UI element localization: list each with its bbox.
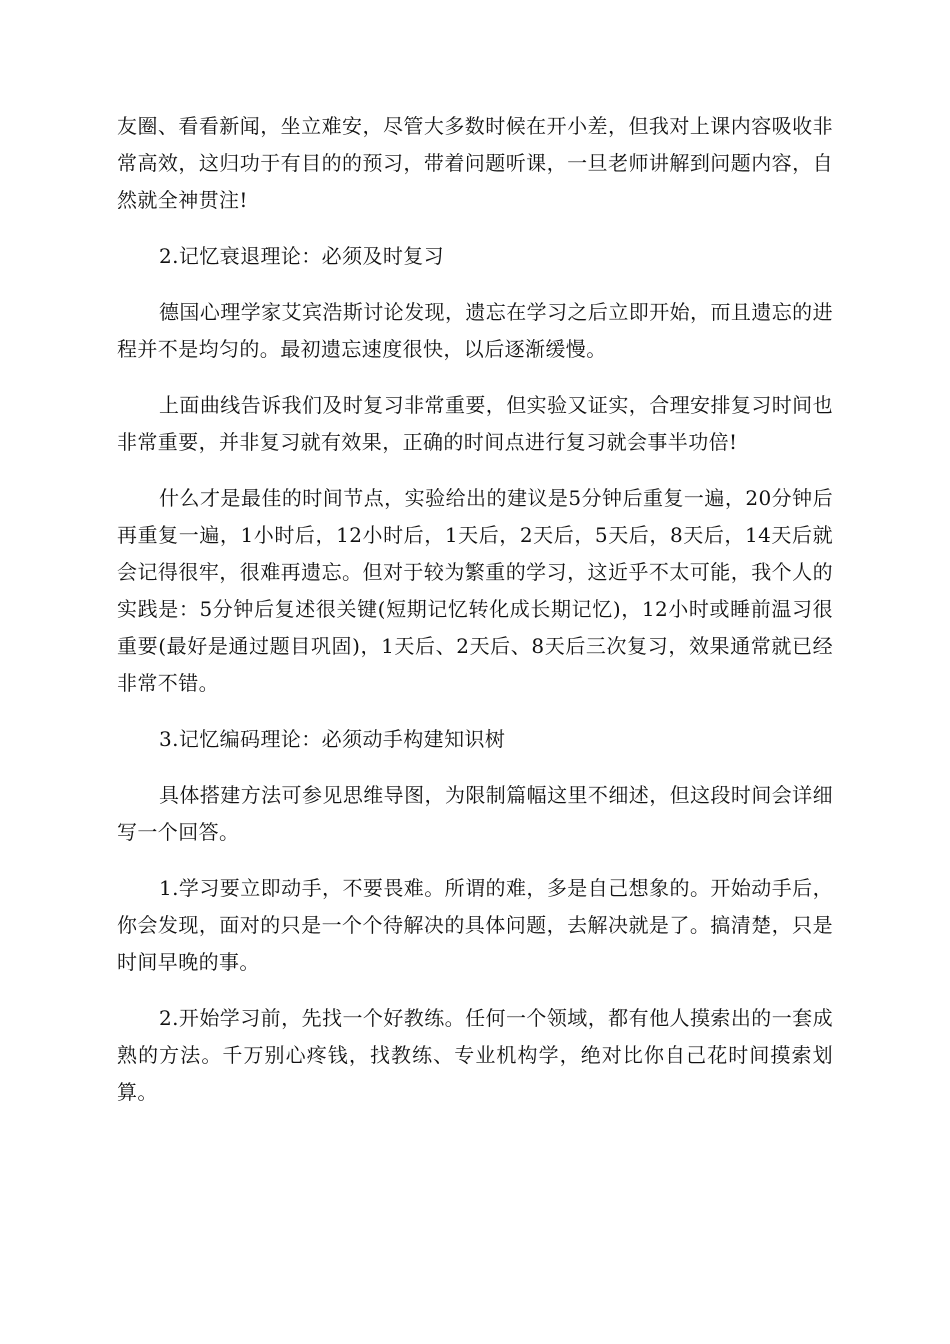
paragraph-mind-map: 具体搭建方法可参见思维导图，为限制篇幅这里不细述，但这段时间会详细写一个回答。 xyxy=(117,783,833,844)
paragraph-review-timing: 上面曲线告诉我们及时复习非常重要，但实验又证实，合理安排复习时间也非常重要，并非复习就有效果，正确的时间点进行复习就会事半功倍! xyxy=(117,393,833,454)
paragraph-tip-coach: 2.开始学习前，先找一个好教练。任何一个领域，都有他人摸索出的一套成熟的方法。千万别心疼钱，找教练、专业机构学，绝对比你自己花时间摸索划算。 xyxy=(117,1006,833,1104)
section-heading-memory-encoding: 3.记忆编码理论：必须动手构建知识树 xyxy=(159,727,506,751)
paragraph-review-schedule: 什么才是最佳的时间节点，实验给出的建议是5分钟后重复一遍，20分钟后再重复一遍，1小时后，12小时后，1天后，2天后，5天后，8天后，14天后就会记得很牢，很难再遗忘。但对于较为繁重的学习，这近乎不太可能，我个人的实践是：5分钟后复述很关键(短期记忆转化成长期记忆)，12小时或睡前温习很重要(最好是通过题目巩固)，1天后、2天后、8天后三次复习，效果通常就已经非常不错。 xyxy=(117,486,833,695)
paragraph-ebbinghaus: 德国心理学家艾宾浩斯讨论发现，遗忘在学习之后立即开始，而且遗忘的进程并不是均匀的。最初遗忘速度很快，以后逐渐缓慢。 xyxy=(117,300,833,361)
document-page xyxy=(117,108,833,1130)
paragraph-tip-start: 1.学习要立即动手，不要畏难。所谓的难，多是自己想象的。开始动手后，你会发现，面对的只是一个个待解决的具体问题，去解决就是了。搞清楚，只是时间早晚的事。 xyxy=(117,876,833,974)
paragraph-continuation: 友圈、看看新闻，坐立难安，尽管大多数时候在开小差，但我对上课内容吸收非常高效，这归功于有目的的预习，带着问题听课，一旦老师讲解到问题内容，自然就全神贯注! xyxy=(117,114,833,212)
section-heading-memory-decay: 2.记忆衰退理论：必须及时复习 xyxy=(159,244,445,268)
